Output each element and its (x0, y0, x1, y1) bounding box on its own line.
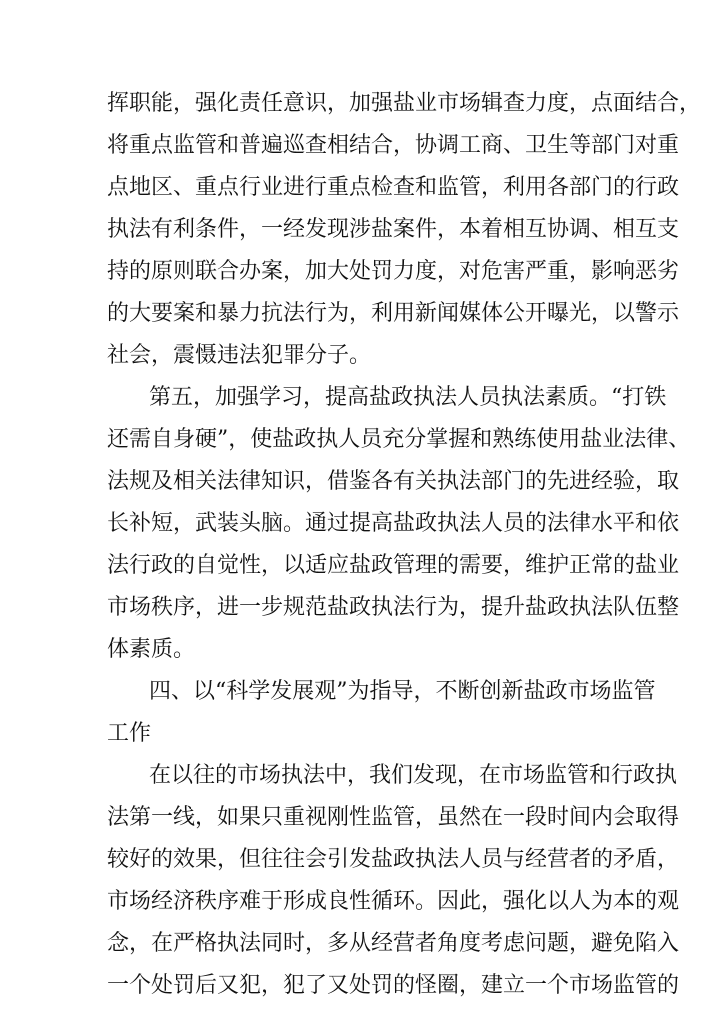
paragraph-start-line: 在以往的市场执法中，我们发现，在市场监管和行政执 (149, 763, 678, 788)
text-line: 执法有利条件，一经发现涉盐案件，本着相互协调、相互支 (107, 217, 680, 242)
text-line: 长补短，武装头脑。通过提高盐政执法人员的法律水平和依 (107, 511, 680, 536)
text-line: 将重点监管和普遍巡查相结合，协调工商、卫生等部门对重 (107, 133, 680, 158)
text-line: 一个处罚后又犯，犯了又处罚的怪圈，建立一个市场监管的 (107, 973, 680, 998)
section-heading-line: 工作 (107, 721, 152, 746)
text-line: 点地区、重点行业进行重点检查和监管，利用各部门的行政 (107, 175, 680, 200)
text-line: 的大要案和暴力抗法行为，利用新闻媒体公开曝光，以警示 (107, 301, 680, 326)
text-line: 社会，震慑违法犯罪分子。 (107, 343, 372, 368)
text-line: 体素质。 (107, 637, 196, 662)
text-line: 市场秩序，进一步规范盐政执法行为，提升盐政执法队伍整 (107, 595, 680, 620)
text-line: 还需自身硬”，使盐政执人员充分掌握和熟练使用盐业法律、 (107, 427, 691, 452)
text-line: 法行政的自觉性，以适应盐政管理的需要，维护正常的盐业 (107, 553, 680, 578)
text-line: 市场经济秩序难于形成良性循环。因此，强化以人为本的观 (107, 889, 680, 914)
text-line: 法第一线，如果只重视刚性监管，虽然在一段时间内会取得 (107, 805, 680, 830)
text-line: 念，在严格执法同时，多从经营者角度考虑问题，避免陷入 (107, 931, 680, 956)
text-line: 较好的效果，但往往会引发盐政执法人员与经营者的矛盾， (107, 847, 680, 872)
text-line: 挥职能，强化责任意识，加强盐业市场辑查力度，点面结合， (107, 91, 702, 116)
section-heading-line: 四、以“科学发展观”为指导，不断创新盐政市场监管 (149, 679, 656, 704)
paragraph-start-line: 第五，加强学习，提高盐政执法人员执法素质。“打铁 (149, 385, 667, 410)
text-line: 持的原则联合办案，加大处罚力度，对危害严重，影响恶劣 (107, 259, 680, 284)
text-line: 法规及相关法律知识，借鉴各有关执法部门的先进经验，取 (107, 469, 680, 494)
